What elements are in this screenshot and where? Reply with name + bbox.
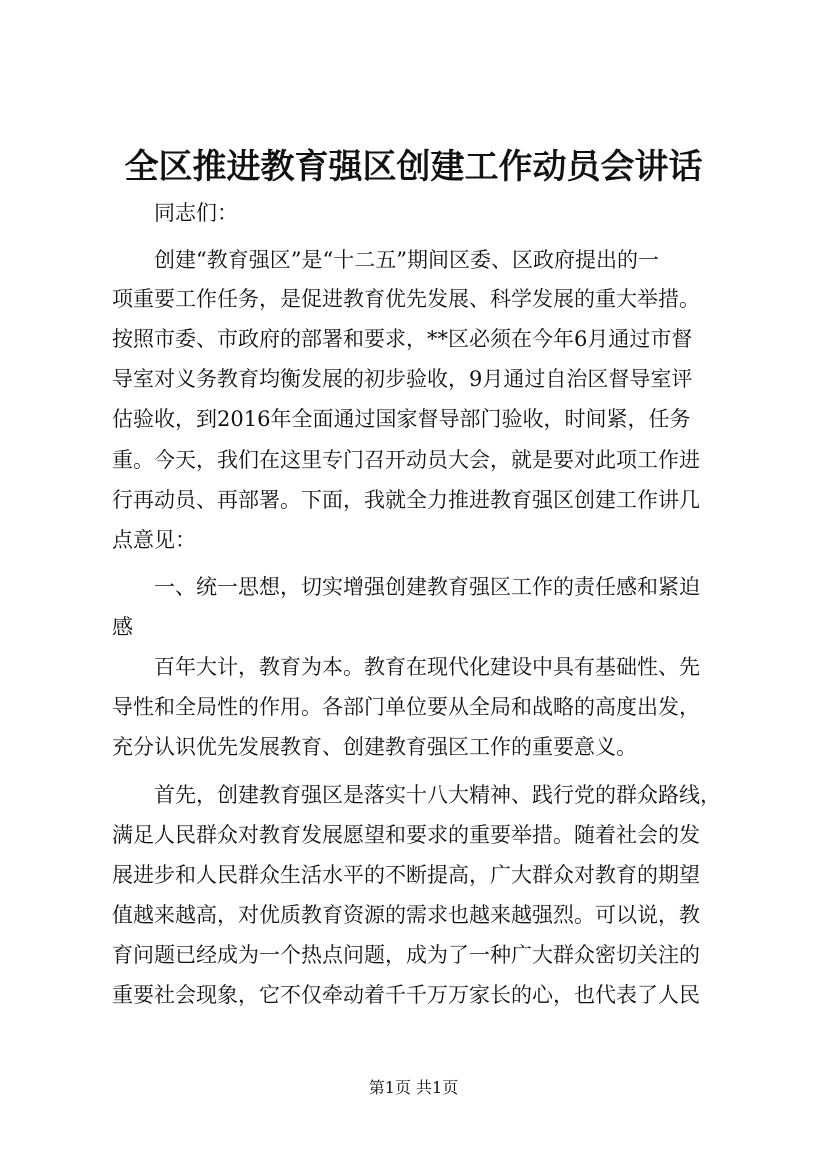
body-line: 百年大计，教育为本。教育在现代化建设中具有基础性、先 bbox=[112, 655, 700, 679]
body-line: 同志们： bbox=[112, 201, 238, 225]
body-line: 按照市委、市政府的部署和要求，**区必须在今年6月通过市督 bbox=[112, 327, 693, 351]
body-line: 点意见： bbox=[112, 528, 196, 552]
body-line: 重。今天，我们在这里专门召开动员大会，就是要对此项工作进 bbox=[112, 448, 700, 472]
body-line: 创建“教育强区”是“十二五”期间区委、区政府提出的一 bbox=[112, 248, 659, 272]
body-line: 项重要工作任务，是促进教育优先发展、科学发展的重大举措。 bbox=[112, 287, 700, 311]
body-line: 估验收，到2016年全面通过国家督导部门验收，时间紧，任务 bbox=[112, 407, 691, 431]
body-line: 展进步和人民群众生活水平的不断提高，广大群众对教育的期望 bbox=[112, 863, 700, 887]
section-heading: 感 bbox=[112, 615, 133, 639]
body-line: 育问题已经成为一个热点问题，成为了一种广大群众密切关注的 bbox=[112, 943, 700, 967]
body-line: 行再动员、再部署。下面，我就全力推进教育强区创建工作讲几 bbox=[112, 488, 700, 512]
page-footer: 第1页 共1页 bbox=[368, 1078, 459, 1097]
section-heading: 一、统一思想，切实增强创建教育强区工作的责任感和紧迫 bbox=[112, 575, 700, 599]
body-line: 值越来越高，对优质教育资源的需求也越来越强烈。可以说，教 bbox=[112, 903, 700, 927]
body-line: 重要社会现象，它不仅牵动着千千万万家长的心，也代表了人民 bbox=[112, 983, 700, 1007]
body-line: 导室对义务教育均衡发展的初步验收，9月通过自治区督导室评 bbox=[112, 367, 693, 391]
body-line: 首先，创建教育强区是落实十八大精神、践行党的群众路线， bbox=[112, 783, 721, 807]
body-line: 满足人民群众对教育发展愿望和要求的重要举措。随着社会的发 bbox=[112, 823, 700, 847]
body-line: 充分认识优先发展教育、创建教育强区工作的重要意义。 bbox=[112, 735, 637, 759]
body-line: 导性和全局性的作用。各部门单位要从全局和战略的高度出发， bbox=[112, 695, 700, 719]
document-title: 全区推进教育强区创建工作动员会讲话 bbox=[124, 147, 703, 187]
